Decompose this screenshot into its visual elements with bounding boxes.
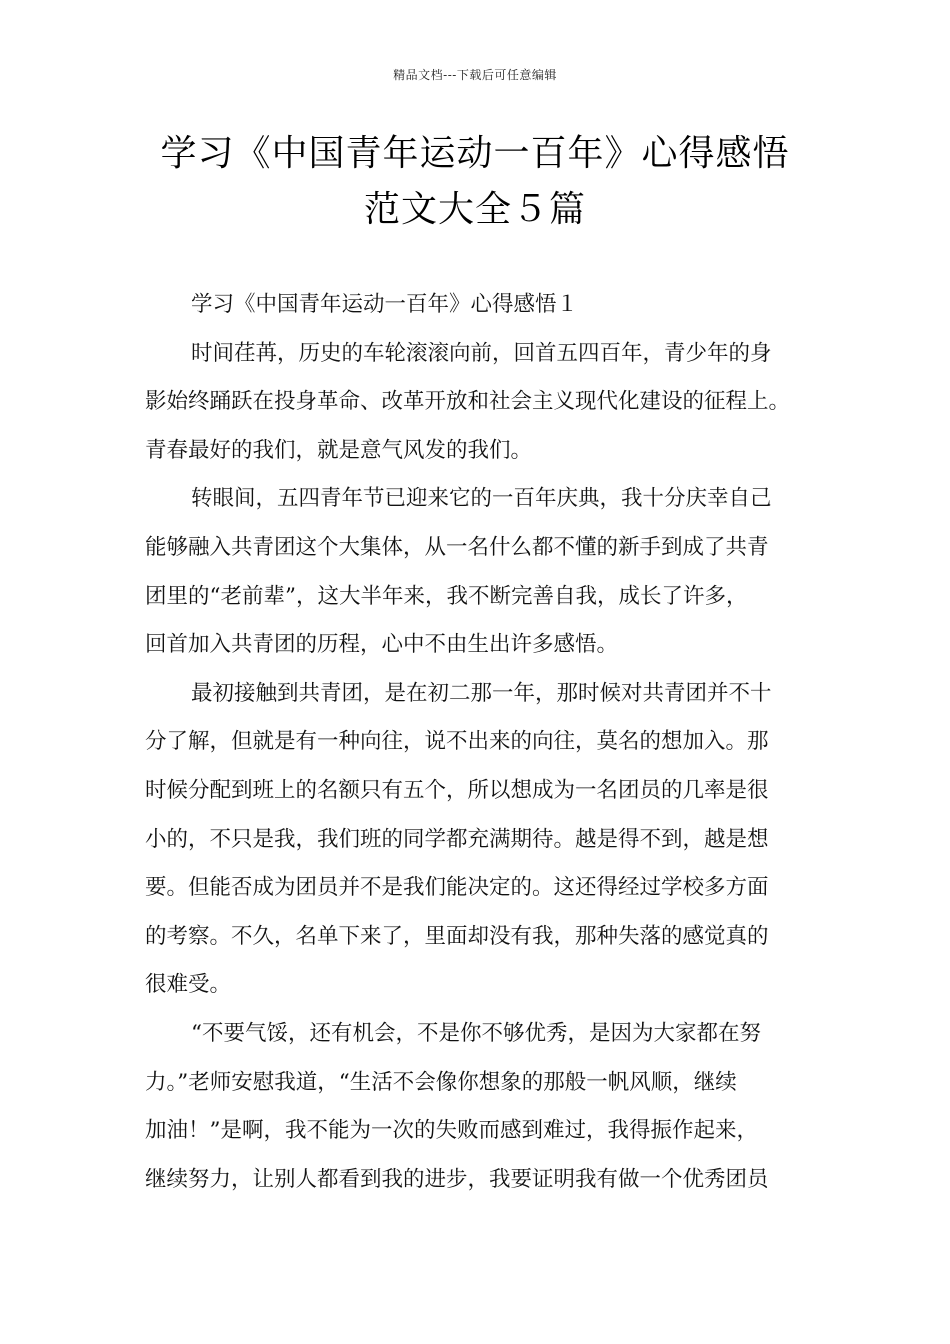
text-line: 时间荏苒，历史的车轮滚滚向前，回首五四百年，青少年的身 [191, 340, 772, 366]
text-line: 分了解，但就是有一种向往，说不出来的向往，莫名的想加入。那 [145, 729, 769, 755]
text-line: 时候分配到班上的名额只有五个，所以想成为一名团员的几率是很 [145, 777, 769, 803]
text-line: 回首加入共青团的历程，心中不由生出许多感悟。 [145, 632, 619, 658]
section-heading: 学习《中国青年运动一百年》心得感悟１ [191, 292, 579, 317]
title-line-2: 范文大全５篇 [363, 189, 586, 230]
document-title [100, 126, 850, 238]
text-line: 加油！”是啊，我不能为一次的失败而感到难过，我得振作起来， [145, 1118, 758, 1144]
text-line: 的考察。不久，名单下来了，里面却没有我，那种失落的感觉真的 [145, 923, 769, 949]
document-body [145, 281, 815, 1204]
text-line: 小的，不只是我，我们班的同学都充满期待。越是得不到，越是想 [145, 826, 769, 852]
text-line: 影始终踊跃在投身革命、改革开放和社会主义现代化建设的征程上。 [145, 389, 791, 415]
header-note: 精品文档---下载后可任意编辑 [393, 68, 557, 82]
text-line: 很难受。 [145, 972, 232, 998]
text-line: 转眼间，五四青年节已迎来它的一百年庆典，我十分庆幸自己 [191, 486, 772, 512]
text-line: 能够融入共青团这个大集体，从一名什么都不懂的新手到成了共青 [145, 534, 769, 560]
text-line: 继续努力，让别人都看到我的进步，我要证明我有做一个优秀团员 [145, 1166, 769, 1192]
title-line-1: 学习《中国青年运动一百年》心得感悟 [160, 133, 790, 174]
text-line: 青春最好的我们，就是意气风发的我们。 [145, 437, 533, 463]
text-line: 要。但能否成为团员并不是我们能决定的。这还得经过学校多方面 [145, 875, 769, 901]
text-line: 团里的“老前辈”，这大半年来，我不断完善自我，成长了许多， [145, 583, 748, 609]
text-line: “不要气馁，还有机会，不是你不够优秀，是因为大家都在努 [191, 1020, 761, 1046]
text-line: 力。”老师安慰我道，“生活不会像你想象的那般一帆风顺，继续 [145, 1069, 737, 1095]
text-line: 最初接触到共青团，是在初二那一年，那时候对共青团并不十 [191, 680, 772, 706]
